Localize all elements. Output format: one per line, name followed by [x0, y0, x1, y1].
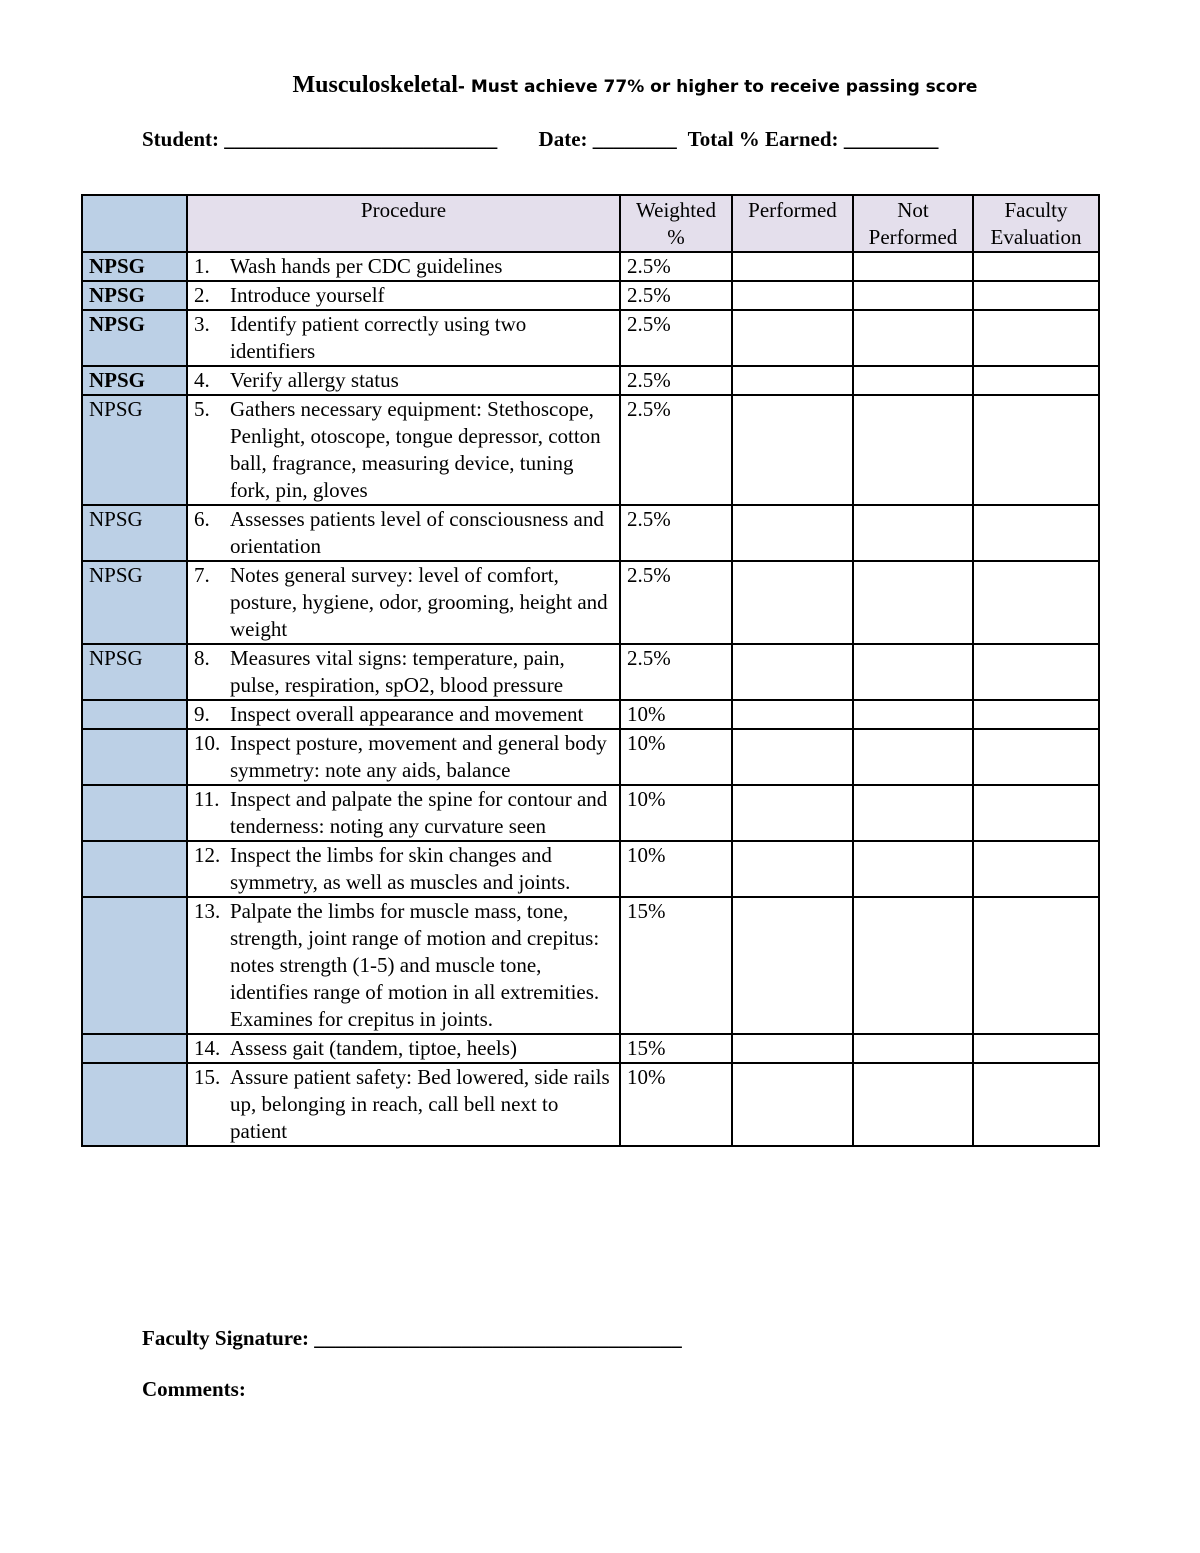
- category-cell: NPSG: [82, 366, 187, 395]
- table-row: [82, 310, 1099, 366]
- procedure-number: 15.: [194, 1065, 221, 1089]
- weight-cell: 10%: [620, 841, 732, 897]
- procedure-cell: [187, 561, 620, 644]
- category-cell: [82, 1034, 187, 1063]
- procedure-cell: [187, 897, 620, 1034]
- performed-cell[interactable]: [732, 897, 853, 1034]
- faculty-evaluation-cell[interactable]: [973, 505, 1099, 561]
- not-performed-cell[interactable]: [853, 505, 973, 561]
- table-row: [82, 505, 1099, 561]
- faculty-evaluation-cell[interactable]: [973, 897, 1099, 1034]
- category-cell: NPSG: [82, 505, 187, 561]
- comments-label: Comments:: [142, 1377, 246, 1401]
- not-performed-cell[interactable]: [853, 366, 973, 395]
- procedure-text: Gathers necessary equipment: Stethoscope, Penlight, otoscope, tongue depressor, cotton ball, fragrance, measuring device, tuning fork, pin, gloves: [230, 397, 601, 502]
- column-header-category: [82, 195, 187, 252]
- weight-cell: 2.5%: [620, 310, 732, 366]
- procedure-number: 4.: [194, 368, 210, 392]
- category-cell: [82, 841, 187, 897]
- faculty-signature-label: Faculty Signature:: [142, 1326, 310, 1350]
- performed-cell[interactable]: [732, 366, 853, 395]
- faculty-evaluation-cell[interactable]: [973, 1034, 1099, 1063]
- total-earned-label: Total % Earned:: [687, 127, 839, 151]
- performed-cell[interactable]: [732, 729, 853, 785]
- procedure-text: Inspect the limbs for skin changes and symmetry, as well as muscles and joints.: [230, 843, 571, 894]
- category-cell: NPSG: [82, 310, 187, 366]
- procedure-text: Assure patient safety: Bed lowered, side rails up, belonging in reach, call bell next to patient: [230, 1065, 610, 1143]
- procedure-number: 9.: [194, 702, 210, 726]
- procedure-text: Assess gait (tandem, tiptoe, heels): [230, 1036, 517, 1060]
- table-row: [82, 644, 1099, 700]
- category-cell: NPSG: [82, 644, 187, 700]
- faculty-evaluation-cell[interactable]: [973, 841, 1099, 897]
- not-performed-cell[interactable]: [853, 281, 973, 310]
- not-performed-cell[interactable]: [853, 841, 973, 897]
- date-label: Date:: [538, 127, 588, 151]
- category-cell: [82, 1063, 187, 1146]
- weight-cell: 15%: [620, 1034, 732, 1063]
- weight-cell: 2.5%: [620, 644, 732, 700]
- procedure-cell: [187, 1034, 620, 1063]
- weight-cell: 10%: [620, 700, 732, 729]
- procedure-cell: [187, 1063, 620, 1146]
- title-subtitle: - Must achieve 77% or higher to receive passing score: [457, 77, 978, 97]
- category-cell: NPSG: [82, 281, 187, 310]
- faculty-evaluation-cell[interactable]: [973, 366, 1099, 395]
- table-row: [82, 729, 1099, 785]
- procedure-number: 14.: [194, 1036, 221, 1060]
- faculty-evaluation-cell[interactable]: [973, 561, 1099, 644]
- procedure-number: 12.: [194, 843, 221, 867]
- procedure-number: 11.: [194, 787, 220, 811]
- table-header-row: [82, 195, 1099, 252]
- procedure-cell: [187, 505, 620, 561]
- table-row: [82, 785, 1099, 841]
- procedure-text: Verify allergy status: [230, 368, 399, 392]
- procedure-cell: [187, 700, 620, 729]
- weight-cell: 2.5%: [620, 505, 732, 561]
- faculty-evaluation-cell[interactable]: [973, 700, 1099, 729]
- category-cell: [82, 729, 187, 785]
- table-row: [82, 700, 1099, 729]
- procedure-cell: [187, 785, 620, 841]
- category-cell: NPSG: [82, 395, 187, 505]
- procedure-text: Assesses patients level of consciousness and orientation: [230, 507, 604, 558]
- weight-cell: 10%: [620, 729, 732, 785]
- skills-checklist-table: [81, 194, 1100, 1147]
- procedure-number: 13.: [194, 899, 221, 923]
- student-name-field[interactable]: __________________________: [224, 127, 498, 151]
- not-performed-cell[interactable]: [853, 897, 973, 1034]
- not-performed-cell[interactable]: [853, 1034, 973, 1063]
- weight-cell: 2.5%: [620, 252, 732, 281]
- not-performed-cell[interactable]: [853, 395, 973, 505]
- faculty-evaluation-cell[interactable]: [973, 1063, 1099, 1146]
- procedure-text: Wash hands per CDC guidelines: [230, 254, 503, 278]
- procedure-cell: [187, 252, 620, 281]
- table-row: [82, 1034, 1099, 1063]
- table-row: [82, 1063, 1099, 1146]
- procedure-number: 8.: [194, 646, 210, 670]
- student-label: Student:: [142, 127, 220, 151]
- procedure-text: Palpate the limbs for muscle mass, tone, strength, joint range of motion and crepitus: notes strength (1-5) and muscle tone, identifies range of motion in all extremities. Examines for crepitus in joints.: [230, 899, 600, 1031]
- category-cell: [82, 785, 187, 841]
- category-cell: [82, 700, 187, 729]
- procedure-text: Inspect overall appearance and movement: [230, 702, 584, 726]
- category-cell: [82, 897, 187, 1034]
- procedure-number: 6.: [194, 507, 210, 531]
- procedure-text: Notes general survey: level of comfort, posture, hygiene, odor, grooming, height and weight: [230, 563, 608, 641]
- performed-cell[interactable]: [732, 644, 853, 700]
- performed-cell[interactable]: [732, 1034, 853, 1063]
- faculty-evaluation-cell[interactable]: [973, 310, 1099, 366]
- performed-cell[interactable]: [732, 252, 853, 281]
- procedure-number: 2.: [194, 283, 210, 307]
- category-cell: NPSG: [82, 252, 187, 281]
- procedure-cell: [187, 644, 620, 700]
- table-row: [82, 281, 1099, 310]
- procedure-text: Inspect and palpate the spine for contour and tenderness: noting any curvature seen: [230, 787, 608, 838]
- faculty-evaluation-cell[interactable]: [973, 644, 1099, 700]
- column-header-faculty-evaluation: Faculty Evaluation: [973, 195, 1099, 252]
- weight-cell: 2.5%: [620, 561, 732, 644]
- weight-cell: 15%: [620, 897, 732, 1034]
- procedure-cell: [187, 281, 620, 310]
- document-title: [0, 72, 1200, 99]
- table-row: [82, 395, 1099, 505]
- faculty-evaluation-cell[interactable]: [973, 729, 1099, 785]
- student-info-line: [142, 127, 938, 152]
- weight-cell: 10%: [620, 785, 732, 841]
- procedure-number: 1.: [194, 254, 210, 278]
- procedure-number: 3.: [194, 312, 210, 336]
- performed-cell[interactable]: [732, 1063, 853, 1146]
- weight-cell: 2.5%: [620, 366, 732, 395]
- performed-cell[interactable]: [732, 841, 853, 897]
- faculty-evaluation-cell[interactable]: [973, 252, 1099, 281]
- column-header-procedure: Procedure: [187, 195, 620, 252]
- procedure-cell: [187, 841, 620, 897]
- column-header-not-performed: Not Performed: [853, 195, 973, 252]
- table-row: [82, 252, 1099, 281]
- not-performed-cell[interactable]: [853, 1063, 973, 1146]
- procedure-cell: [187, 729, 620, 785]
- procedure-text: Introduce yourself: [230, 283, 385, 307]
- column-header-weighted: Weighted %: [620, 195, 732, 252]
- not-performed-cell[interactable]: [853, 644, 973, 700]
- faculty-signature-field[interactable]: ___________________________________: [314, 1326, 682, 1350]
- procedure-text: Measures vital signs: temperature, pain, pulse, respiration, spO2, blood pressure: [230, 646, 565, 697]
- date-field[interactable]: ________: [592, 127, 677, 151]
- procedure-number: 7.: [194, 563, 210, 587]
- not-performed-cell[interactable]: [853, 252, 973, 281]
- not-performed-cell[interactable]: [853, 310, 973, 366]
- column-header-performed: Performed: [732, 195, 853, 252]
- performed-cell[interactable]: [732, 281, 853, 310]
- procedure-cell: [187, 395, 620, 505]
- category-cell: NPSG: [82, 561, 187, 644]
- performed-cell[interactable]: [732, 700, 853, 729]
- faculty-evaluation-cell[interactable]: [973, 785, 1099, 841]
- procedure-number: 5.: [194, 397, 210, 421]
- performed-cell[interactable]: [732, 561, 853, 644]
- weight-cell: 2.5%: [620, 281, 732, 310]
- title-main: Musculoskeletal: [292, 72, 458, 98]
- weight-cell: 10%: [620, 1063, 732, 1146]
- not-performed-cell[interactable]: [853, 729, 973, 785]
- procedure-text: Identify patient correctly using two identifiers: [230, 312, 527, 363]
- faculty-evaluation-cell[interactable]: [973, 281, 1099, 310]
- not-performed-cell[interactable]: [853, 700, 973, 729]
- performed-cell[interactable]: [732, 395, 853, 505]
- not-performed-cell[interactable]: [853, 785, 973, 841]
- procedure-text: Inspect posture, movement and general body symmetry: note any aids, balance: [230, 731, 607, 782]
- procedure-cell: [187, 366, 620, 395]
- weight-cell: 2.5%: [620, 395, 732, 505]
- table-row: [82, 897, 1099, 1034]
- total-earned-field[interactable]: _________: [843, 127, 939, 151]
- table-row: [82, 561, 1099, 644]
- performed-cell[interactable]: [732, 505, 853, 561]
- performed-cell[interactable]: [732, 785, 853, 841]
- procedure-cell: [187, 310, 620, 366]
- faculty-signature: [142, 1326, 682, 1351]
- performed-cell[interactable]: [732, 310, 853, 366]
- procedure-number: 10.: [194, 731, 221, 755]
- not-performed-cell[interactable]: [853, 561, 973, 644]
- faculty-evaluation-cell[interactable]: [973, 395, 1099, 505]
- table-row: [82, 841, 1099, 897]
- table-row: [82, 366, 1099, 395]
